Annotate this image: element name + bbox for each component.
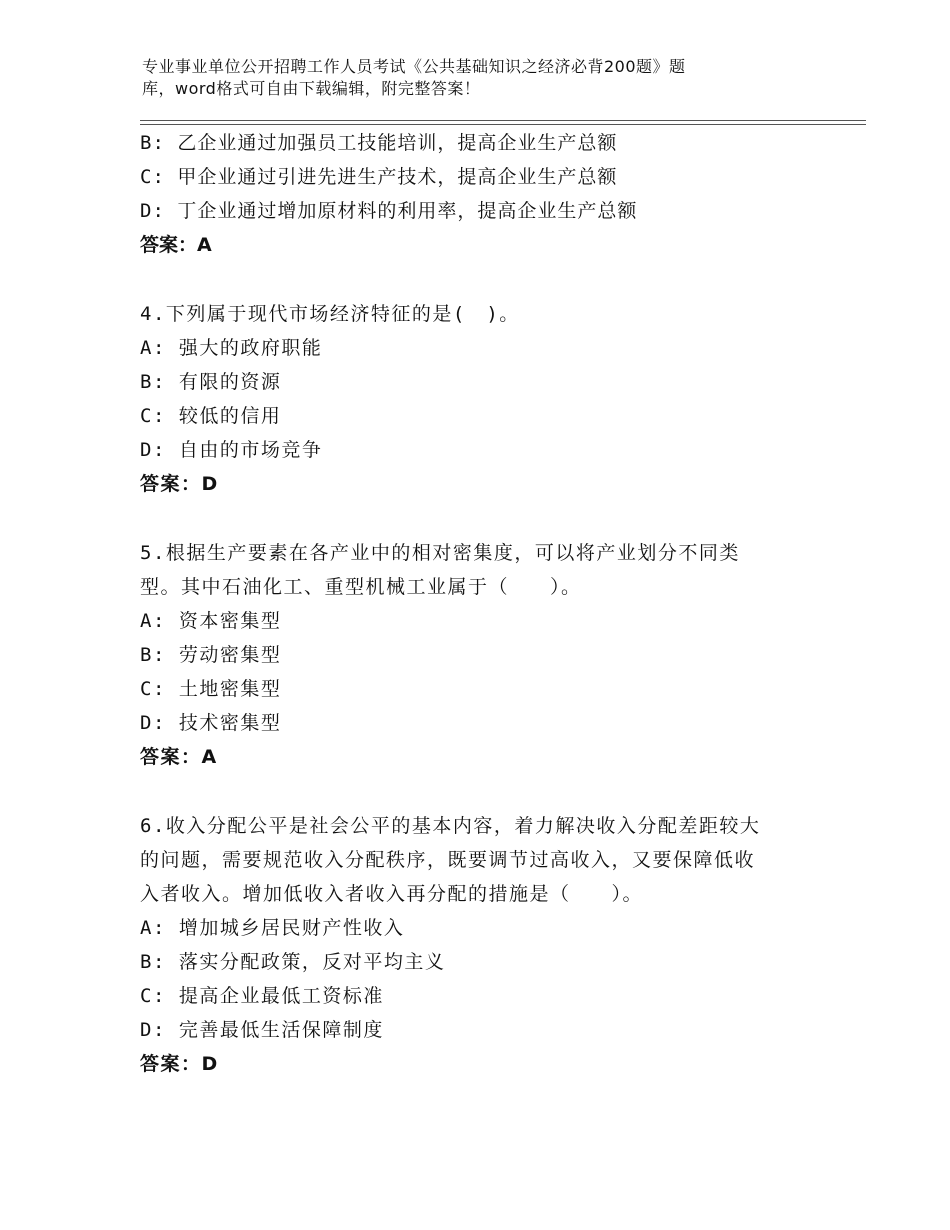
question-stem: 6.收入分配公平是社会公平的基本内容，着力解决收入分配差距较大 [140,815,761,837]
question-4 [140,297,820,501]
option-b: B: 落实分配政策，反对平均主义 [140,951,446,973]
question-stem: 入者收入。增加低收入者收入再分配的措施是（ ）。 [140,883,644,905]
option-d: D: 自由的市场竞争 [140,439,323,461]
question-stem: 4.下列属于现代市场经济特征的是( )。 [140,303,520,325]
option-c: C: 较低的信用 [140,405,282,427]
question-stem: 的问题，需要规范收入分配秩序，既要调节过高收入，又要保障低收 [140,849,756,871]
answer: 答案：D [140,1053,219,1075]
option-c: C: 土地密集型 [140,678,282,700]
question-3-tail [140,126,820,262]
option-b: B: 有限的资源 [140,371,282,393]
option-d: D: 完善最低生活保障制度 [140,1019,384,1041]
option-d: D: 技术密集型 [140,712,282,734]
answer: 答案：D [140,473,219,495]
answer: 答案：A [140,746,218,768]
option-a: A: 强大的政府职能 [140,337,323,359]
question-5 [140,536,820,774]
document-header [142,56,782,100]
document-body [140,126,820,1081]
question-stem: 型。其中石油化工、重型机械工业属于（ ）。 [140,576,582,598]
option-c: C: 甲企业通过引进先进生产技术，提高企业生产总额 [140,166,618,188]
question-6 [140,809,820,1081]
answer: 答案：A [140,234,212,256]
option-a: A: 增加城乡居民财产性收入 [140,917,405,939]
option-b: B: 乙企业通过加强员工技能培训，提高企业生产总额 [140,132,618,154]
option-a: A: 资本密集型 [140,610,282,632]
option-b: B: 劳动密集型 [140,644,282,666]
header-divider [140,120,866,121]
header-line-2: 库，word格式可自由下载编辑，附完整答案！ [142,79,481,98]
option-c: C: 提高企业最低工资标准 [140,985,384,1007]
header-line-1: 专业事业单位公开招聘工作人员考试《公共基础知识之经济必背200题》题 [142,57,686,76]
option-d: D: 丁企业通过增加原材料的利用率，提高企业生产总额 [140,200,638,222]
question-stem: 5.根据生产要素在各产业中的相对密集度，可以将产业划分不同类 [140,542,740,564]
